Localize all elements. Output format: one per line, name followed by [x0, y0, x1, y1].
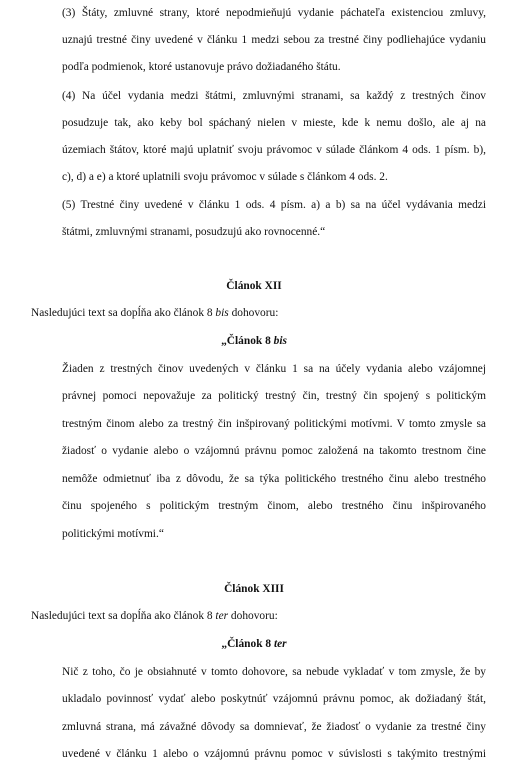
article-13-body-line-3: zmluvná strana, má závažné dôvody sa domnievať, že žiadosť o vydanie za trestné činy — [62, 721, 486, 733]
para-3-line-2: uznajú trestné činy uvedené v článku 1 medzi sebou za trestné činy podliehajúce vydaniu — [62, 34, 486, 46]
article-12-intro: Nasledujúci text sa dopĺňa ako článok 8 bis dohovoru: — [31, 307, 279, 319]
para-4-line-1: (4) Na účel vydania medzi štátmi, zmluvnými stranami, sa každý z trestných činov — [62, 90, 486, 102]
para-5-line-2: štátmi, zmluvnými stranami, posudzujú ako rovnocenné.“ — [62, 226, 326, 238]
article-12-body-line-6: činu spojeného s politickým trestným činom, alebo trestného činu inšpirovaného — [62, 500, 486, 512]
article-8bis-heading: „Článok 8 bis — [221, 335, 287, 347]
article-12-body-line-5: nemôže odmietnuť iba z dôvodu, že sa týka politického trestného činu alebo trestného — [62, 473, 486, 485]
article-12-body-line-1: Žiaden z trestných činov uvedených v článku 1 sa na účely vydania alebo vzájomnej — [62, 363, 486, 375]
article-13-intro: Nasledujúci text sa dopĺňa ako článok 8 ter dohovoru: — [31, 610, 278, 622]
article-13-heading: Článok XIII — [224, 583, 284, 595]
para-5-line-1: (5) Trestné činy uvedené v článku 1 ods. 4 písm. a) a b) sa na účel vydávania medzi — [62, 199, 486, 211]
article-13-body-line-1: Nič z toho, čo je obsiahnuté v tomto dohovore, sa nebude vykladať v tom zmysle, že by — [62, 666, 486, 678]
article-13-body-line-4: uvedené v článku 1 alebo o vzájomnú právnu pomoc v súvislosti s takýmito trestnými — [62, 748, 486, 760]
para-4-line-4: c), d) a e) a ktoré uplatnili svoju právomoc v súlade s článkom 4 ods. 2. — [62, 171, 388, 183]
article-12-body-line-4: žiadosť o vydanie alebo o vzájomnú právnu pomoc založená na takomto trestnom čine — [62, 445, 486, 457]
article-13-body-line-2: ukladalo povinnosť vydať alebo poskytnúť vzájomnú právnu pomoc, ak dožiadaný štát, — [62, 693, 486, 705]
article-12-body-line-7: politickými motívmi.“ — [62, 528, 164, 540]
article-12-body-line-3: trestným činom alebo za trestný čin inšpirovaný politickými motívmi. V tomto zmysle sa — [62, 418, 486, 430]
article-8ter-heading: „Článok 8 ter — [221, 638, 287, 650]
para-4-line-2: posudzuje tak, ako keby bol spáchaný nielen v mieste, kde k nemu došlo, ale aj na — [62, 117, 486, 129]
para-3-line-1: (3) Štáty, zmluvné strany, ktoré nepodmieňujú vydanie páchateľa existenciou zmluvy, — [62, 7, 486, 19]
article-12-heading: Článok XII — [226, 280, 282, 292]
para-4-line-3: územiach štátov, ktoré majú uplatniť svoju právomoc v súlade článkom 4 ods. 1 písm. b), — [62, 144, 486, 156]
article-12-body-line-2: právnej pomoci nepovažuje za politický trestný čin, trestný čin spojený s politickým — [62, 390, 486, 402]
para-3-line-3: podľa podmienok, ktoré ustanovuje právo dožiadaného štátu. — [62, 61, 341, 73]
